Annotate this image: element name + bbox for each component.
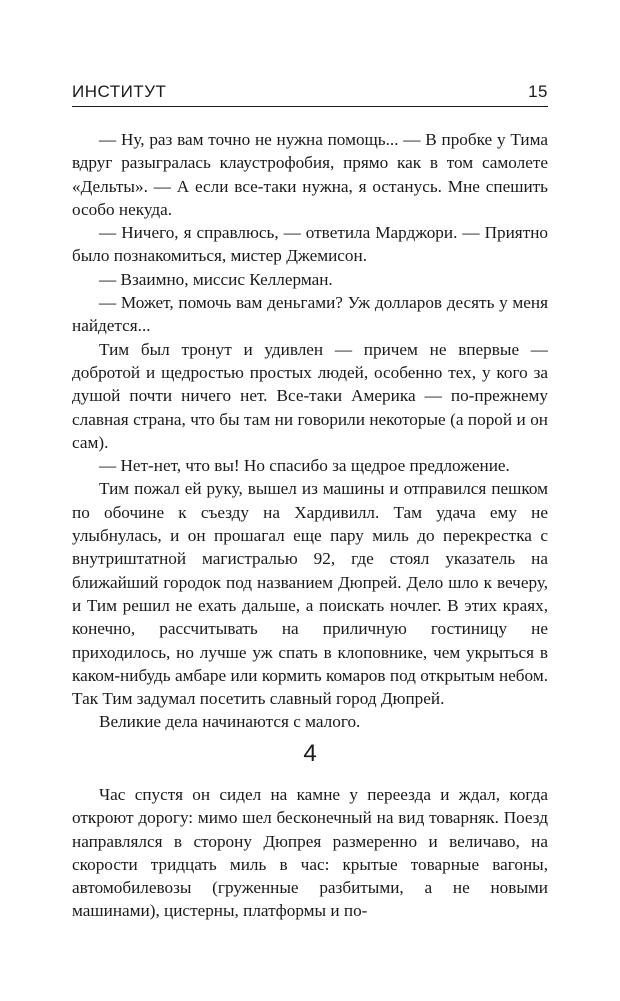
paragraph: Час спустя он сидел на камне у переезда и ждал, когда откроют дорогу: мимо шел бесконечный на вид товарняк. Поезд направлялся в сторону Дюпрея размеренно и величаво, на скорости тридцать миль в час: крытые товарные вагоны, автомобилевозы (груженные разбитыми, а не новыми машинами), цистерны, платформы и по-	[72, 785, 548, 921]
paragraph: Тим был тронут и удивлен — причем не впервые — добротой и щедростью простых людей, особенно тех, у кого за душой почти ничего нет. Все-таки Америка — по-прежнему славная страна, что бы там ни говорили некоторые (а порой и он сам).	[72, 339, 548, 452]
main-text	[72, 128, 548, 734]
paragraph: Великие дела начинаются с малого.	[99, 712, 361, 732]
book-title: ИНСТИТУТ	[72, 82, 167, 101]
chapter-number: 4	[303, 740, 317, 767]
paragraph: — Ничего, я справлюсь, — ответила Марджори. — Приятно было познакомиться, мистер Джемисон.	[72, 223, 548, 266]
paragraph: — Ну, раз вам точно не нужна помощь... — В пробке у Тима вдруг разыгралась клаустрофобия, прямо как в том самолете «Дельты». — А если все-таки нужна, я останусь. Мне спешить особо некуда.	[72, 130, 548, 219]
running-header	[72, 80, 548, 102]
chapter-text	[72, 783, 548, 923]
paragraph: Тим пожал ей руку, вышел из машины и отправился пешком по обочине к съезду на Хардивилл. Там удача ему не улыбнулась, и он прошагал еще пару миль до перекрестка с внутриштатной магистралью 92, где стоял указатель на ближайший городок под названием Дюпрей. Дело шло к вечеру, и Тим решил не ехать дальше, а поискать ночлег. В этих краях, конечно, рассчитывать на приличную гостиницу не приходилось, но лучше уж спать в клоповнике, чем укрыться в каком-нибудь амбаре или кормить комаров под открытым небом. Так Тим задумал посетить славный город Дюпрей.	[72, 479, 548, 709]
paragraph: — Нет-нет, что вы! Но спасибо за щедрое предложение.	[99, 456, 510, 476]
paragraph: — Может, помочь вам деньгами? Уж долларов десять у меня найдется...	[72, 293, 548, 336]
header-divider	[72, 106, 548, 107]
paragraph: — Взаимно, миссис Келлерман.	[99, 269, 333, 289]
page-number: 15	[528, 82, 548, 101]
